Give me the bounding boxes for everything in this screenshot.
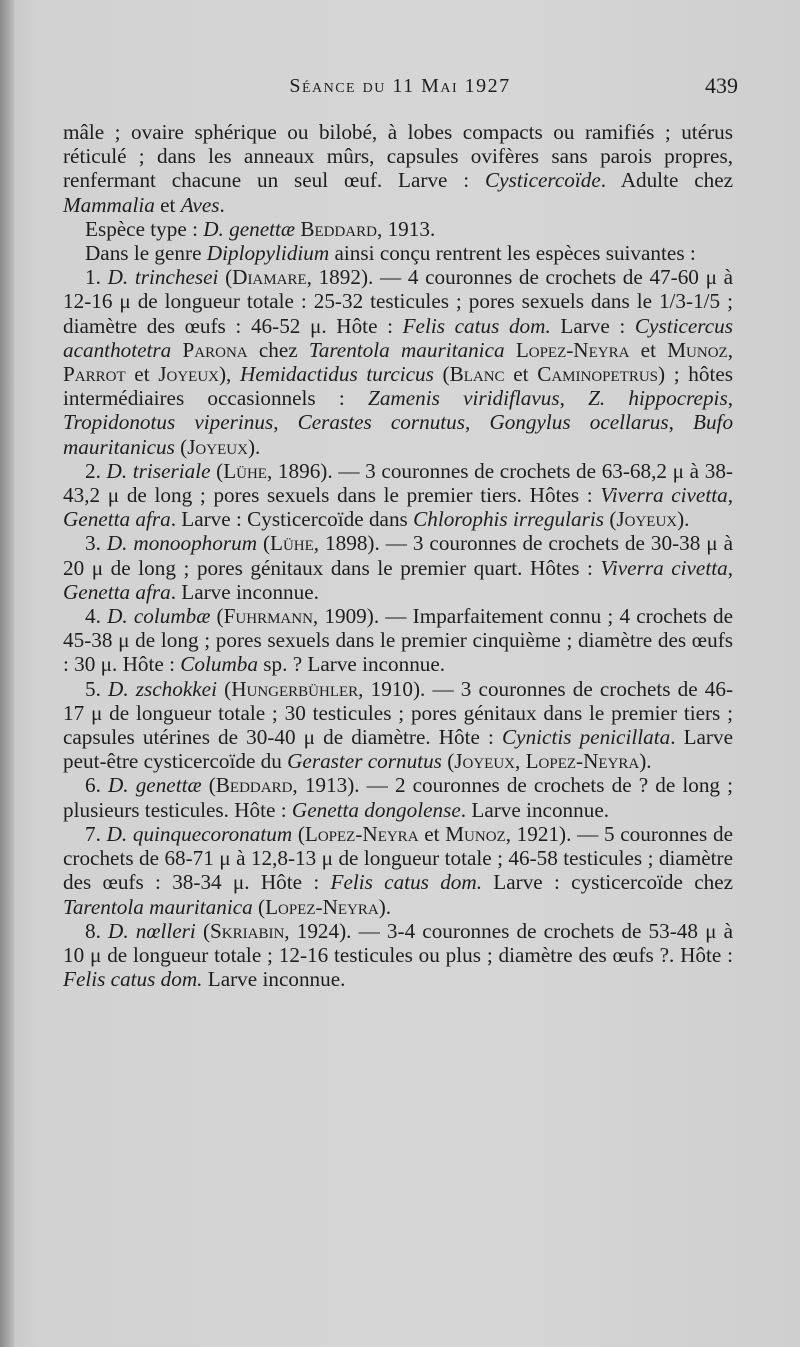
italic-text: Cerastes cornutus bbox=[297, 410, 466, 435]
text-run: . Larve inconnue. bbox=[460, 797, 610, 822]
italic-text: Chlorophis irregularis bbox=[413, 507, 605, 532]
text-run: ainsi conçu rentrent les espèces suivantes : bbox=[329, 241, 696, 266]
italic-text: Viverra civetta bbox=[600, 483, 728, 508]
author-name: Parrot bbox=[63, 362, 126, 387]
text-run: , bbox=[465, 410, 490, 435]
author-name: Fuhrmann bbox=[223, 604, 313, 629]
italic-text: Cysticercus acanthotetra bbox=[63, 313, 733, 362]
text-run: 7. bbox=[85, 821, 107, 846]
italic-text: Tarentola mauritanica bbox=[63, 894, 253, 919]
author-name: Caminopetrus bbox=[537, 362, 658, 387]
italic-text: Genetta afra bbox=[63, 579, 171, 604]
author-name: Parona bbox=[182, 337, 248, 362]
italic-text: Columba bbox=[180, 652, 258, 677]
text-run: , bbox=[668, 410, 694, 435]
paragraph bbox=[63, 217, 733, 241]
text-run: ( bbox=[210, 458, 224, 483]
author-name: Lopez-Neyra bbox=[525, 749, 640, 774]
text-run: , bbox=[273, 410, 298, 435]
author-name: Diamare bbox=[232, 265, 307, 290]
italic-text: D. monoophorum bbox=[106, 531, 257, 556]
author-name: Joyeux bbox=[187, 434, 248, 459]
text-run: . Larve : Cysticercoïde dans bbox=[170, 507, 414, 532]
italic-text: Cysticercoïde bbox=[485, 168, 601, 193]
text-run: , 1909). — Imparfaitement connu ; 4 crochets de 45-38 μ de long ; pores sexuels dans le premier cinquième ; diamètre des œufs : 30 μ. Hôte : bbox=[63, 604, 734, 677]
text-run: , bbox=[727, 337, 734, 362]
text-run bbox=[171, 338, 182, 362]
text-run: , 1910). — 3 couronnes de crochets de 46-17 μ de longueur totale ; 30 testicules ; pores génitaux dans le premier tiers ; capsules utérines de 30-40 μ de diamètre. Hôte : bbox=[63, 676, 734, 750]
italic-text: D. genettæ bbox=[203, 216, 296, 241]
text-run: 8. bbox=[85, 918, 109, 943]
body-text bbox=[63, 120, 733, 991]
author-name: Joyeux bbox=[158, 362, 219, 387]
italic-text: Viverra civetta bbox=[600, 555, 728, 580]
text-run: , 1921). — 5 couronnes de crochets de 68-71 μ à 12,8-13 μ de longueur totale ; 46-58 testicules ; diamètre des œufs : 38-34 μ. Hôte : bbox=[63, 821, 733, 895]
text-run: ( bbox=[195, 918, 211, 943]
paragraph bbox=[63, 531, 733, 604]
author-name: Joyeux bbox=[616, 507, 678, 532]
text-run: 2. bbox=[85, 458, 107, 483]
text-run: , bbox=[515, 749, 526, 774]
text-run: ). bbox=[378, 894, 392, 919]
author-name: Hungerbühler bbox=[231, 676, 359, 701]
author-name: Skriabin bbox=[210, 918, 285, 943]
page-gutter-shadow bbox=[0, 0, 14, 1347]
paragraph bbox=[63, 459, 733, 532]
text-run: , 1924). — 3-4 couronnes de crochets de 53-48 μ à 10 μ de longueur totale ; 12-16 testicules ou plus ; diamètre des œufs ?. Hôte : bbox=[63, 918, 734, 967]
author-name: Blanc bbox=[449, 362, 505, 387]
author-name: Munoz bbox=[667, 337, 728, 362]
italic-text: Felis catus dom. bbox=[402, 313, 551, 338]
italic-text: Cynictis penicillata bbox=[502, 725, 671, 750]
text-run: ). bbox=[677, 507, 690, 532]
author-name: Joyeux bbox=[454, 749, 516, 774]
text-run: . Adulte chez bbox=[600, 168, 733, 193]
running-head bbox=[60, 73, 740, 105]
text-run: , 1913). — 2 couronnes de crochets de ? de long ; plusieurs testicules. Hôte : bbox=[63, 773, 733, 822]
text-run: et bbox=[154, 192, 181, 217]
author-name: Lopez-Neyra bbox=[265, 894, 379, 919]
italic-text: Tarentola mauritanica bbox=[308, 337, 505, 362]
text-run: . bbox=[219, 192, 225, 217]
text-run: ( bbox=[210, 604, 224, 629]
page-number: 439 bbox=[705, 73, 738, 98]
italic-text: Genetta afra bbox=[63, 507, 171, 532]
text-run: Larve : cysticercoïde chez bbox=[482, 870, 734, 895]
text-run: ), bbox=[219, 362, 241, 387]
italic-text: Mammalia bbox=[63, 192, 155, 217]
italic-text: Aves bbox=[180, 192, 220, 217]
author-name: Beddard bbox=[300, 216, 377, 241]
author-name: Beddard bbox=[215, 773, 293, 798]
text-run: ( bbox=[604, 507, 617, 532]
text-run: sp. ? Larve inconnue. bbox=[258, 652, 446, 677]
italic-text: Bufo mauritanicus bbox=[63, 410, 734, 459]
italic-text: D. columbæ bbox=[107, 604, 211, 629]
text-run: , 1913. bbox=[376, 216, 436, 241]
text-run: Larve inconnue. bbox=[202, 967, 346, 992]
text-run: 6. bbox=[85, 773, 108, 798]
text-run: ). bbox=[247, 434, 261, 459]
text-run: 1. bbox=[85, 265, 108, 290]
text-run: ( bbox=[216, 676, 232, 701]
text-run: , bbox=[727, 555, 733, 580]
paragraph bbox=[63, 822, 733, 919]
italic-text: D. quinquecoronatum bbox=[106, 821, 293, 846]
italic-text: D. genettæ bbox=[108, 773, 202, 798]
paragraph bbox=[63, 919, 733, 992]
text-run: ( bbox=[174, 434, 188, 459]
italic-text: D. trinchesei bbox=[107, 265, 219, 290]
author-name: Lopez-Neyra bbox=[304, 821, 419, 846]
running-head-prefix: Séance du bbox=[289, 75, 393, 97]
text-run: ( bbox=[218, 265, 233, 290]
paragraph bbox=[63, 773, 733, 821]
text-run: , 1892). — 4 couronnes de crochets de 47-60 μ à 12-16 μ de longueur totale : 25-32 testicules ; pores sexuels dans le 1/3-1/5 ; diamètre des œufs : 46-52 μ. Hôte : bbox=[63, 265, 734, 338]
text-run: ). bbox=[639, 749, 652, 774]
text-run: ) ; hôtes intermédiaires occasionnels : bbox=[63, 362, 733, 411]
italic-text: Gongylus ocellarus bbox=[489, 410, 669, 435]
author-name: Munoz bbox=[445, 821, 506, 846]
italic-text: Hemidactidus turcicus bbox=[240, 362, 434, 387]
italic-text: Tropidonotus viperinus bbox=[63, 410, 274, 435]
running-head-date: 11 Mai 1927 bbox=[392, 75, 511, 97]
text-run: ( bbox=[292, 821, 305, 846]
text-run: et bbox=[504, 362, 538, 387]
paragraph bbox=[63, 604, 733, 677]
text-run: ( bbox=[433, 362, 450, 387]
text-run: , bbox=[559, 386, 589, 411]
text-run: ( bbox=[252, 894, 266, 919]
italic-text: D. zschokkei bbox=[108, 676, 217, 701]
text-run: 4. bbox=[85, 604, 108, 629]
text-run: Espèce type : bbox=[85, 216, 204, 241]
italic-text: D. nœlleri bbox=[108, 918, 196, 943]
text-run bbox=[505, 338, 516, 362]
italic-text: Zamenis viridiflavus bbox=[368, 386, 560, 411]
text-run: et bbox=[629, 337, 668, 362]
text-run: , 1896). — 3 couronnes de crochets de 63-68,2 μ à 38-43,2 μ de long ; pores sexuels dans le premier tiers. Hôtes : bbox=[63, 458, 733, 508]
text-run: . Larve peut-être cysticercoïde du bbox=[63, 725, 733, 774]
italic-text: Diplopylidium bbox=[206, 241, 330, 266]
paragraph bbox=[63, 120, 733, 217]
italic-text: Geraster cornutus bbox=[287, 749, 442, 774]
author-name: Lühe bbox=[223, 458, 267, 483]
italic-text: Z. hippocrepis bbox=[588, 386, 728, 411]
text-run: Dans le genre bbox=[85, 241, 207, 266]
text-run: . Larve inconnue. bbox=[170, 579, 319, 604]
text-run: , bbox=[727, 483, 733, 508]
author-name: Lopez-Neyra bbox=[515, 337, 630, 362]
text-run: chez bbox=[247, 337, 309, 362]
text-run: 5. bbox=[85, 676, 109, 701]
running-head-title bbox=[60, 75, 740, 98]
text-run: ( bbox=[257, 531, 271, 556]
text-run: mâle ; ovaire sphérique ou bilobé, à lobes compacts ou ramifiés ; utérus réticulé ; dans les anneaux mûrs, capsules ovifères sans parois propres, renfermant chacune un seul œuf. Larve : bbox=[63, 120, 733, 193]
text-run: , 1898). — 3 couronnes de crochets de 30-38 μ à 20 μ de long ; pores génitaux dans le premier quart. Hôtes : bbox=[63, 531, 733, 580]
author-name: Lühe bbox=[270, 531, 314, 556]
text-run: 3. bbox=[85, 531, 107, 556]
paragraph bbox=[63, 241, 733, 265]
text-run: et bbox=[125, 362, 159, 387]
text-run: , bbox=[727, 386, 733, 411]
text-run: Larve : bbox=[550, 313, 635, 338]
paragraph bbox=[63, 265, 733, 459]
italic-text: Felis catus dom. bbox=[63, 967, 203, 992]
text-run: et bbox=[418, 821, 446, 846]
text-run: ( bbox=[201, 773, 216, 798]
paragraph bbox=[63, 677, 733, 774]
italic-text: Genetta dongolense bbox=[291, 797, 461, 822]
italic-text: Felis catus dom. bbox=[330, 870, 482, 895]
italic-text: D. triseriale bbox=[106, 458, 211, 483]
text-run: ( bbox=[441, 749, 455, 774]
